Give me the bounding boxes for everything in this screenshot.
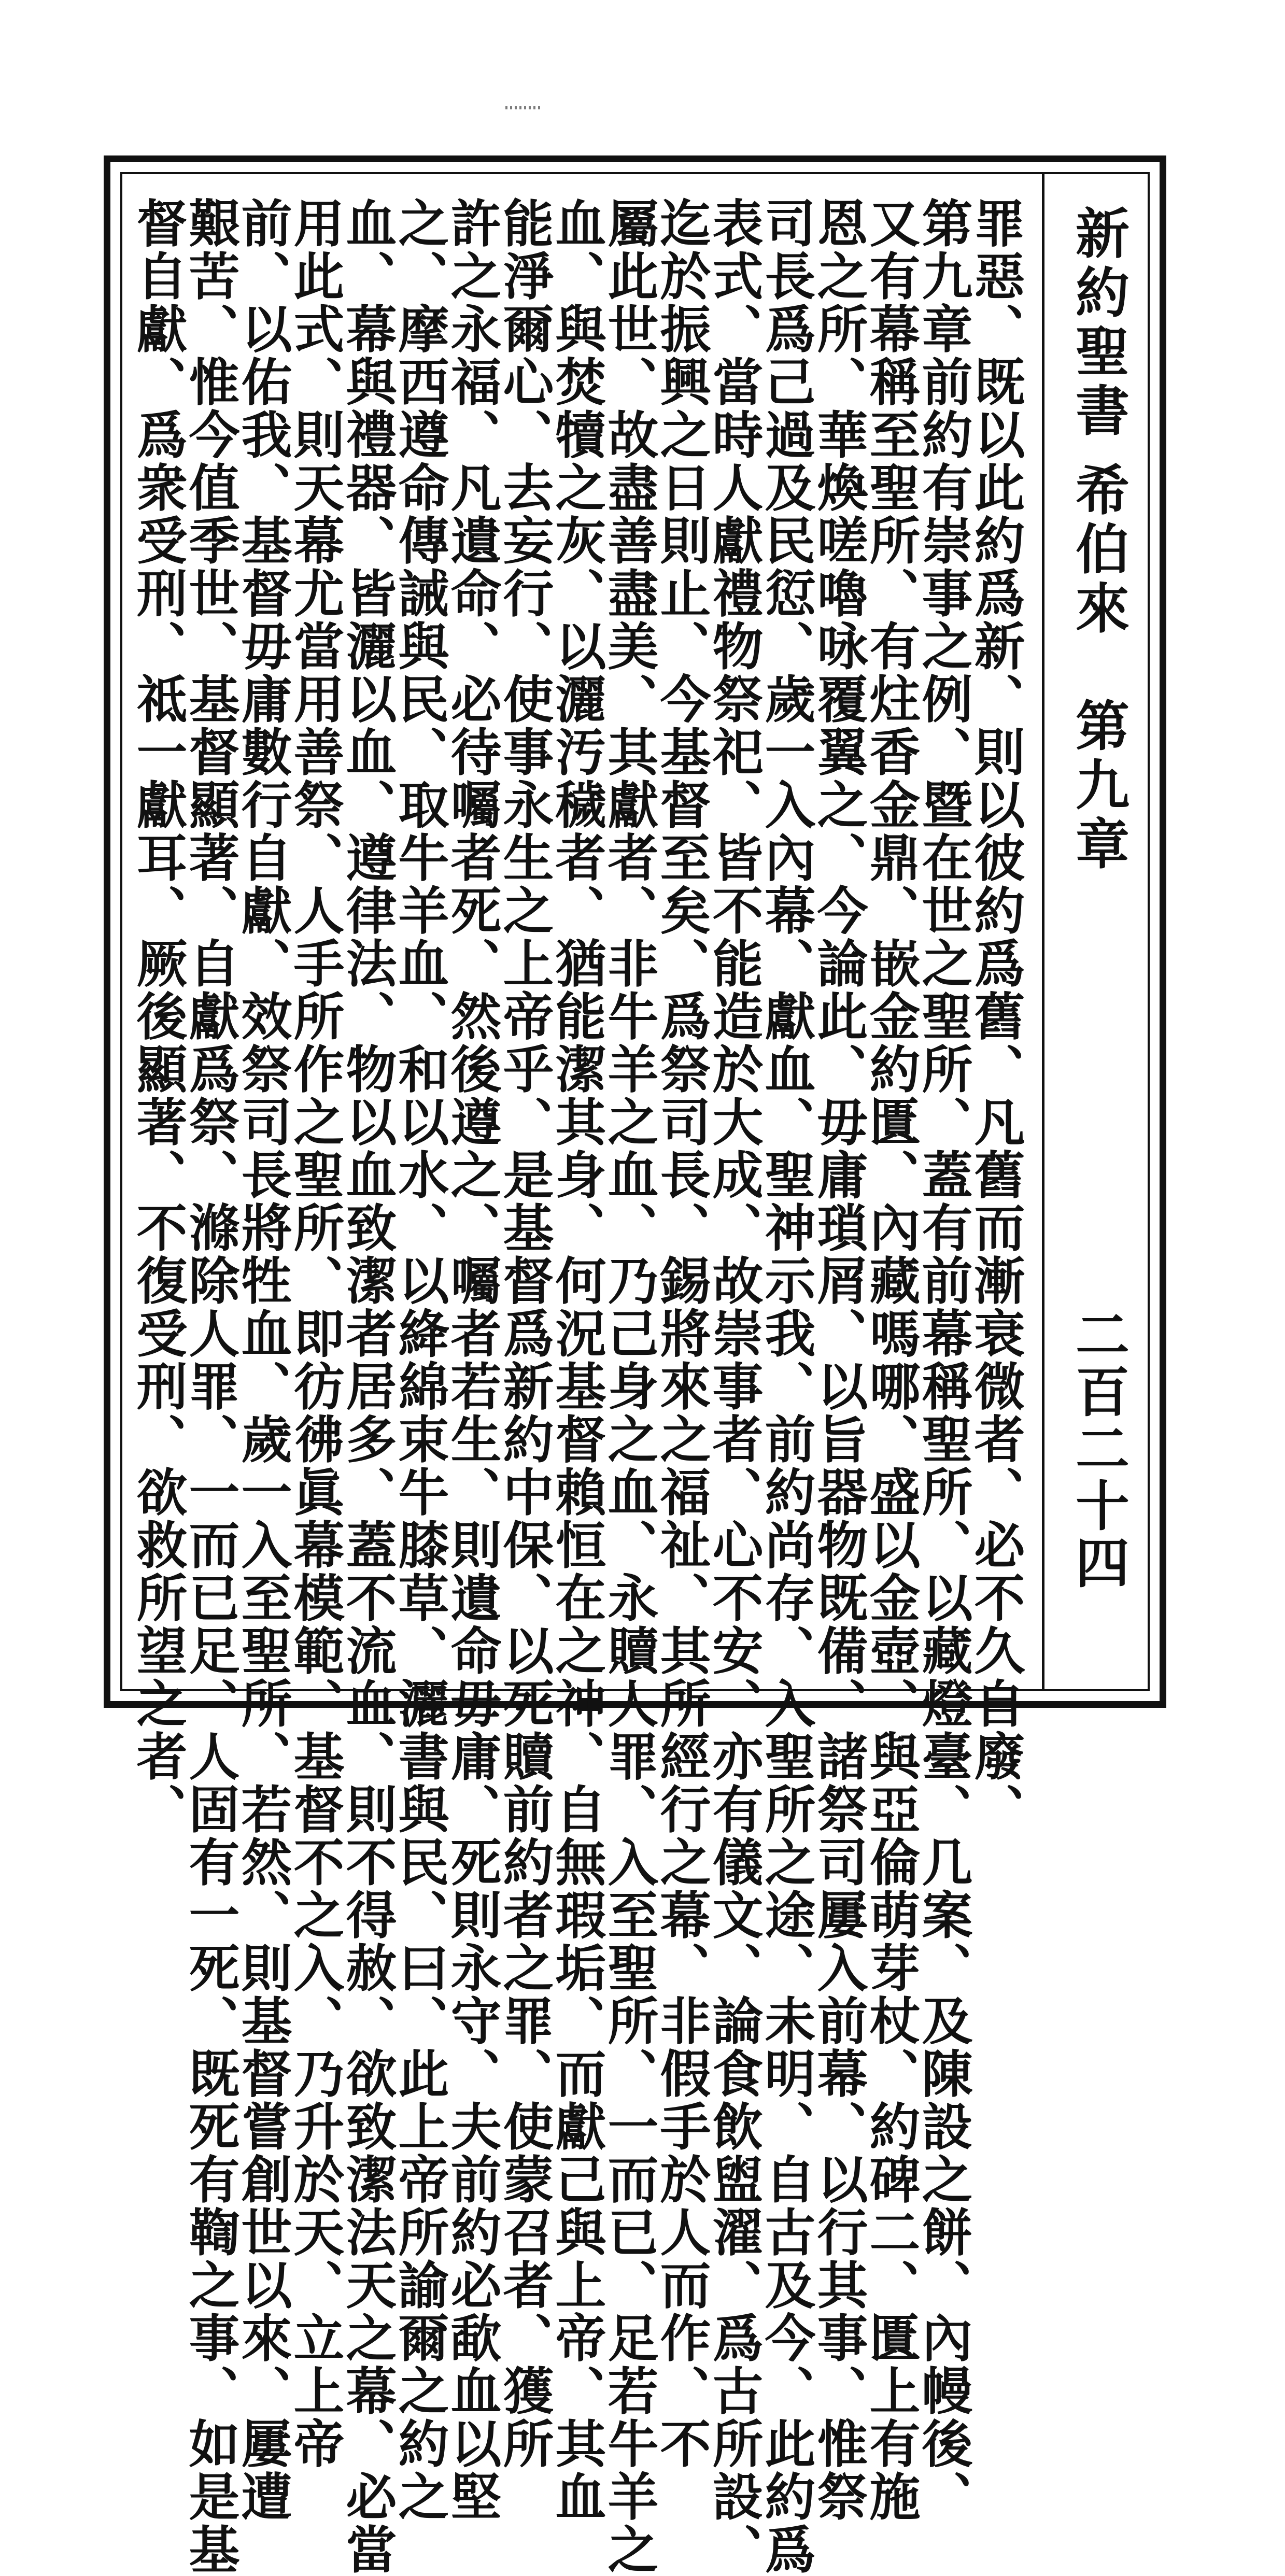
text-column: 迄於振興之日則止、今基督至矣、爲祭司長、錫將來之福祉、其所經行之幕、非假手於人而作、不	[652, 197, 711, 2470]
running-header	[1046, 174, 1148, 1689]
body-text	[128, 197, 1029, 2576]
text-column: 血、幕與禮器、皆灑以血、遵律法、物以血致潔者居多、蓋不流血、則不得赦、欲致潔法天之幕、必當	[337, 197, 397, 2576]
text-column: 罪惡、既以此約爲新、則以彼約爲舊、凡舊而漸衰微者、必不久自廢、	[966, 197, 1025, 1836]
text-column: 前、以佑我、基督毋庸數行自獻、效祭司長將牲血、歲一入至聖所、若然、則基督嘗創世以來、屢遭	[233, 197, 292, 2523]
book-name: 希伯來	[1066, 462, 1130, 639]
text-column: 恩之所、華煥嗟嚕咏覆翼之、今論此、毋庸瑣屑、以旨器物既備、諸祭司屢入前幕、以行其事、惟祭	[809, 197, 868, 2523]
text-column: 第九章前約有崇事之例、暨在世之聖所、蓋有前幕稱聖所、以藏燈臺、几案、及陳設之餅、內幔後、	[913, 197, 973, 2523]
header-divider	[1042, 174, 1044, 1689]
text-column: 艱苦、惟今值季世、基督顯著、自獻爲祭、滌除人罪、一而已足、人固有一死、既死有鞫之事、如是基	[180, 197, 240, 2576]
text-column: 能淨爾心、去妄行、使事永生之上帝乎、是基督爲新約中保、以死贖前約者之罪、使蒙召者、獲所	[495, 197, 554, 2470]
text-column: 之、摩西遵命傳誡與民、取牛羊血、和以水、以絳綿束牛膝草、灑書與民、曰、此上帝所諭爾之約之	[390, 197, 449, 2523]
book-title: 新約聖書	[1066, 205, 1130, 442]
chapter-label: 第九章	[1066, 698, 1130, 875]
text-column: 用此式、則天幕尤當用善祭、人手所作之聖所、即彷彿眞幕模範、基督不之入、乃升於天、立上帝	[285, 197, 345, 2470]
text-column: 許之永福、凡遺命、必待囑者死、然後遵之、囑者若生、則遺命毋庸、死則永守、夫前約必歃血以堅	[442, 197, 502, 2523]
text-column: 屬此世、故盡善盡美、其獻者、非牛羊之血、乃己身之血、永贖人罪、入至聖所、一而已、足若牛羊之	[599, 197, 659, 2576]
text-column: 表式、當時人獻禮物祭祀、皆不能造於大成、故崇事者、心不安、亦有儀文、論食飲盥濯、爲古所設、	[704, 197, 764, 2576]
text-column: 血、與焚犢之灰、以灑汚穢者、猶能潔其身、何況基督賴恒在之神、自無瑕垢、而獻己與上帝、其血	[547, 197, 606, 2523]
text-column: 司長爲己過及民愆、歲一入內幕、獻血、聖神示我、前約尚存、入聖所之途、未明、自古及今、此約爲	[756, 197, 816, 2576]
print-speck	[505, 106, 542, 109]
page-number: 二百二十四	[1066, 1307, 1130, 1592]
text-column: 督自獻、爲衆受刑、祗一獻耳、厥後顯著、不復受刑、欲救所望之者、	[128, 197, 188, 1836]
text-column: 又有幕稱至聖所、有炷香金鼎、嵌金約匱、內藏嗎哪、盛以金壺、與亞倫萌芽杖、約碑二、匱上有施	[861, 197, 921, 2523]
